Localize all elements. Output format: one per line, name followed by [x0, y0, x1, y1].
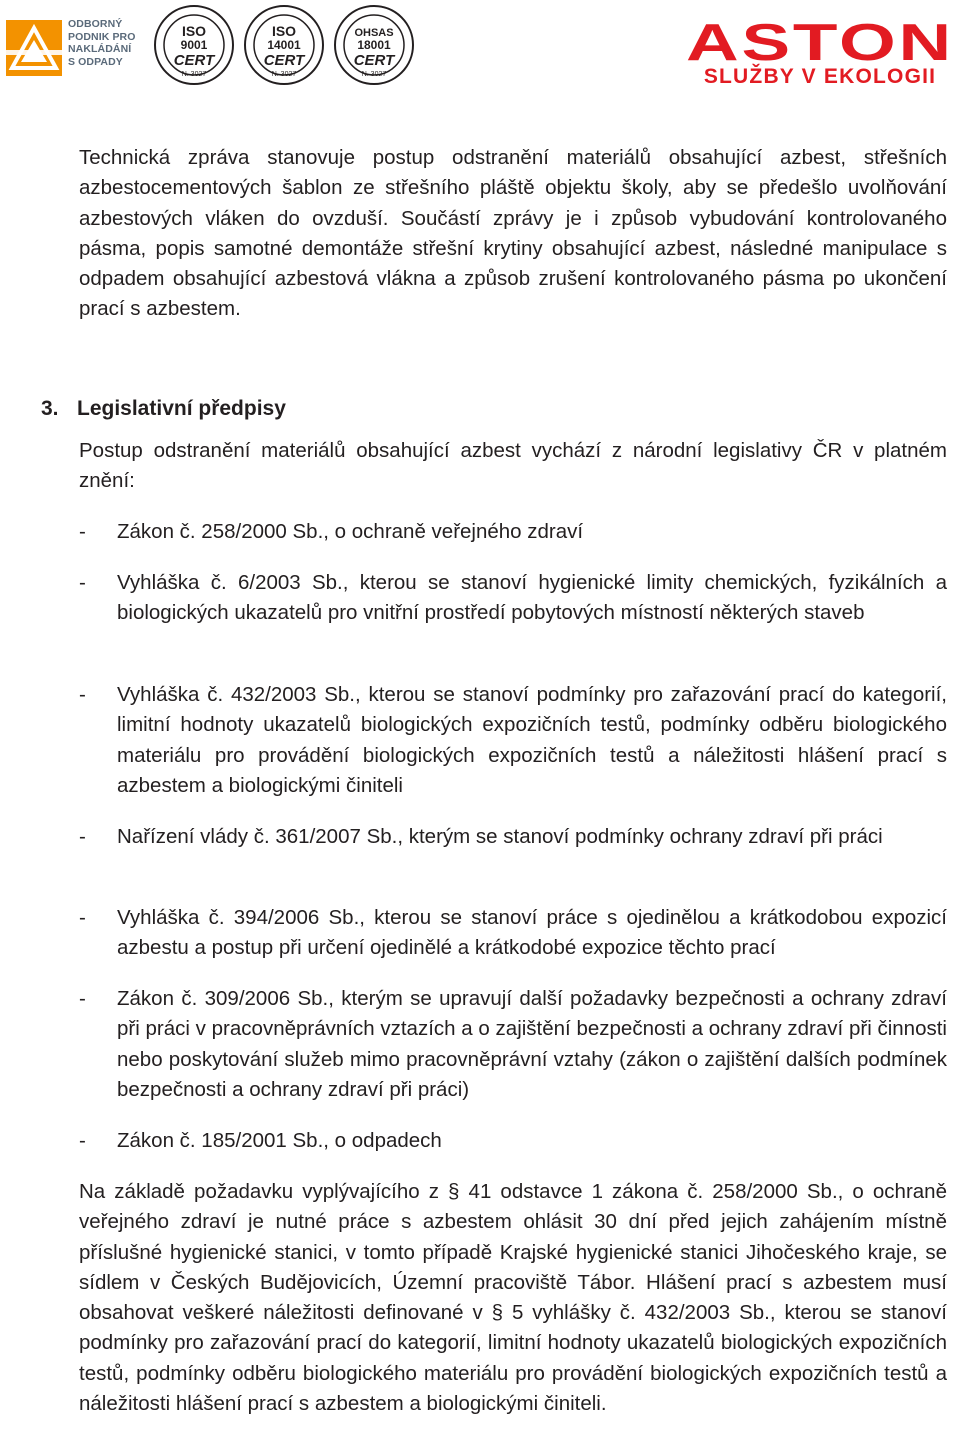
section-title: Legislativní předpisy — [77, 397, 286, 420]
list-dash: - — [79, 825, 86, 848]
list-item-text: Vyhláška č. 394/2006 Sb., kterou se stanoví práce s ojedinělou a krátkodobou expozicí azbestu a postup při určení ojedinělé a krátkodobé expozice těchto prací — [117, 906, 947, 960]
cert-standard: ISO — [271, 23, 297, 39]
section-heading — [41, 397, 286, 421]
list-dash: - — [79, 987, 86, 1010]
cert-brand: CERT — [173, 52, 215, 69]
list-dash: - — [79, 571, 86, 594]
cert-standard: OHSAS — [354, 27, 394, 39]
list-dash: - — [79, 683, 86, 706]
odborny-line: NAKLÁDÁNÍ — [68, 43, 132, 55]
cert-reg: N. 3027 — [361, 71, 387, 78]
intro-paragraph: Technická zpráva stanovuje postup odstranění materiálů obsahující azbest, střešních azbestocementových šablon ze střešního pláště objektu školy, aby se předešlo uvolňování azbestových vláken do ovzduší. Součástí zprávy je i způsob vybudování kontrolovaného pásma, popis samotné demontáže střešní krytiny obsahující azbest, následné manipulace s odpadem obsahující azbestová vlákna a způsob zrušení kontrolovaného pásma po ukončení prací s azbestem. — [79, 146, 947, 321]
odborny-line: ODBORNÝ — [68, 18, 123, 30]
list-dash: - — [79, 520, 86, 543]
list-item-text: Zákon č. 185/2001 Sb., o odpadech — [117, 1129, 442, 1152]
section-lead: Postup odstranění materiálů obsahující azbest vychází z národní legislativy ČR v platném znění: — [79, 439, 947, 493]
list-dash: - — [79, 1129, 86, 1152]
cert-reg: N. 3027 — [271, 71, 297, 78]
list-dash: - — [79, 906, 86, 929]
list-item-text: Vyhláška č. 6/2003 Sb., kterou se stanoví hygienické limity chemických, fyzikálních a biologických ukazatelů pro vnitřní prostředí pobytových místností některých staveb — [117, 571, 947, 625]
section-number: 3. — [41, 397, 59, 420]
odborny-line: S ODPADY — [68, 55, 123, 68]
list-item-text: Zákon č. 309/2006 Sb., kterým se upravují další požadavky bezpečnosti a ochrany zdraví při práci v pracovněprávních vztazích a o zajištění bezpečnosti a ochrany zdraví při činnosti nebo poskytování služeb mimo pracovněprávní vztahy (zákon o zajištění dalších podmínek bezpečnosti a ochrany zdraví při práci) — [117, 987, 947, 1101]
cert-reg: N. 3027 — [181, 71, 207, 78]
cert-standard: ISO — [181, 23, 207, 39]
cert-number: 14001 — [267, 38, 301, 52]
aston-name: ASTON — [686, 18, 954, 66]
list-item-text: Nařízení vlády č. 361/2007 Sb., kterým se stanoví podmínky ochrany zdraví při práci — [117, 825, 883, 848]
cert-number: 18001 — [357, 38, 391, 52]
odborny-line: PODNIK PRO — [68, 30, 136, 43]
list-item-text: Vyhláška č. 432/2003 Sb., kterou se stanoví podmínky pro zařazování prací do kategorií, limitní hodnoty ukazatelů biologických expozičních testů, podmínky odběru biologického materiálu pro provádění biologických expozičních testů a náležitosti hlášení prací s azbestem a biologickými činiteli — [117, 683, 947, 797]
list-item-text: Zákon č. 258/2000 Sb., o ochraně veřejného zdraví — [117, 520, 584, 543]
aston-tagline: SLUŽBY V EKOLOGII — [703, 65, 937, 88]
cert-number: 9001 — [180, 38, 208, 52]
cert-brand: CERT — [353, 52, 395, 69]
cert-brand: CERT — [263, 52, 305, 69]
closing-paragraph: Na základě požadavku vyplývajícího z § 41 odstavce 1 zákona č. 258/2000 Sb., o ochraně veřejného zdraví je nutné práce s azbestem ohlásit 30 dní před jejich zahájením místně příslušné hygienické stanici, v tomto případě Krajské hygienické stanici Jihočeského kraje, se sídlem v Českých Budějovicích, Územní pracoviště Tábor. Hlášení prací s azbestem musí obsahovat veškeré náležitosti definované v § 5 vyhlášky č. 432/2003 Sb., kterou se stanoví podmínky pro zařazování prací do kategorií, limitní hodnoty ukazatelů biologických expozičních testů, podmínky odběru biologického materiálu pro provádění biologických expozičních testů a náležitosti hlášení prací s azbestem a biologickými činiteli. — [79, 1180, 947, 1416]
